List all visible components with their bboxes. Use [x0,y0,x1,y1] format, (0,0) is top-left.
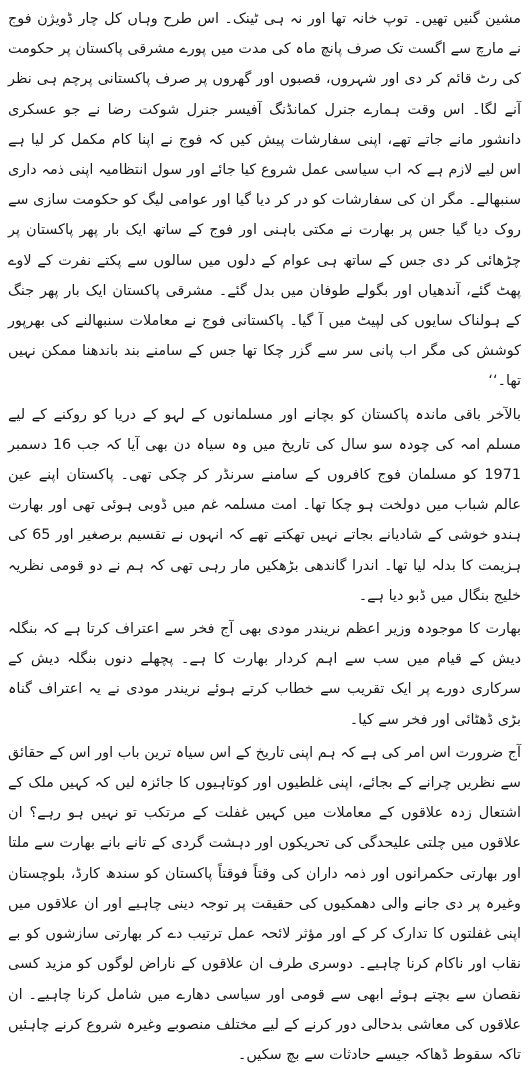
article-paragraph: آج ضرورت اس امر کی ہے کہ ہم اپنی تاریخ کے اس سیاہ ترین باب اور اس کے حقائق سے نظریں چرانے کے بجائے، اپنی غلطیوں اور کوتاہیوں کا جائزہ لیں کہ کہیں ملک کے اشتعال زدہ علاقوں کے معاملات میں کہیں غفلت کے مرتکب تو نہیں ہو رہے؟ ان علاقوں میں چلتی علیحدگی کی تحریکوں اور دہشت گردی کے تانے بانے بھارت سے ملتا اور بھارتی حکمرانوں اور ذمہ داران کی وقتاً فوقتاً پاکستان کو سندھ کارڈ، بلوچستان وغیرہ پر دی جانے والی دھمکیوں کی حقیقت پر توجہ دینی چاہیے اور ان علاقوں میں اپنی غفلتوں کا تدارک کر کے اور مؤثر لائحہ عمل ترتیب دے کر بھارتی سازشوں کو بے نقاب اور ناکام کرنا چاہیے۔ دوسری طرف ان علاقوں کے ناراض لوگوں کو مزید کسی نقصان سے بچتے ہوئے ابھی سے قومی اور سیاسی دھارے میں شامل کرنا چاہیے۔ ان علاقوں کی معاشی بدحالی دور کرنے کے لیے مختلف منصوبے وغیرہ شروع کرنے چاہئیں تاکہ سقوط ڈھاکہ جیسے حادثات سے بچ سکیں۔ [8,744,521,1063]
article-paragraph: بالآخر باقی ماندہ پاکستان کو بچانے اور مسلمانوں کے لہو کے دریا کو روکنے کے لیے مسلم امہ کی چودہ سو سال کی تاریخ میں وہ سیاہ دن بھی آیا کہ جب 16 دسمبر 1971 کو مسلمان فوج کافروں کے سامنے سرنڈر کر چکی تھی۔ پاکستان اپنے عین عالم شباب میں دولخت ہو چکا تھا۔ امت مسلمہ غم میں ڈوبی ہوئی تھی اور بھارت ہندو خوشی کے شادیانے بجاتے نہیں تھکتے تھے کہ انہوں نے تقسیم برصغیر اور 65 کی ہزیمت کا بدلہ لیا تھا۔ اندرا گاندھی بڑھکیں مار رہی تھی کہ ہم نے دو قومی نظریہ خلیج بنگال میں ڈبو دیا ہے۔ [8,406,522,604]
article-paragraph: مشین گنیں تھیں۔ توپ خانہ تھا اور نہ ہی ٹینک۔ اس طرح وہاں کل چار ڈویژن فوج نے مارچ سے اگست تک صرف پانچ ماہ کی مدت میں پورے مشرقی پاکستان پر حکومت کی رٹ قائم کر دی اور شہروں، قصبوں اور گھروں پر صرف پاکستانی پرچم ہی نظر آنے لگا۔ اس وقت ہمارے جنرل کمانڈنگ آفیسر جنرل شوکت رضا نے جو عسکری دانشور مانے جاتے تھے، اپنی سفارشات پیش کیں کہ فوج نے اپنا کام مکمل کر لیا ہے اس لیے لازم ہے کہ اب سیاسی عمل شروع کیا جائے اور سول انتظامیہ اپنی ذمہ داری سنبھالے۔ مگر ان کی سفارشات کو در کر دیا گیا اور عوامی لیگ کو حکومت سازی سے روک دیا گیا جس پر بھارت نے مکتی باہنی اور فوج کے ساتھ ایک بار پھر پاکستان پر چڑھائی کر دی جس کے ساتھ ہی عوام کے دلوں میں سالوں سے پکتے نفرت کے لاوے پھٹ گئے، آندھیاں اور بگولے طوفان میں بدل گئے۔ مشرقی پاکستان ایک بار پھر جنگ کے ہولناک سایوں کی لپیٹ میں آ گیا۔ پاکستانی فوج نے معاملات سنبھالنے کی بھرپور کوشش کی مگر اب پانی سر سے گزر چکا تھا جس کے سامنے بند باندھنا ممکن نہیں تھا۔‘‘ [8,11,521,390]
article-paragraph: بھارت کا موجودہ وزیر اعظم نریندر مودی بھی آج فخر سے اعتراف کرتا ہے کہ بنگلہ دیش کے قیام میں سب سے اہم کردار بھارت کا ہے۔ پچھلے دنوں بنگلہ دیش کے سرکاری دورے پر ایک تقریب سے خطاب کرتے ہوئے نریندر مودی نے یہ اعتراف گناہ بڑی ڈھٹائی اور فخر سے کیا۔ [8,621,521,728]
